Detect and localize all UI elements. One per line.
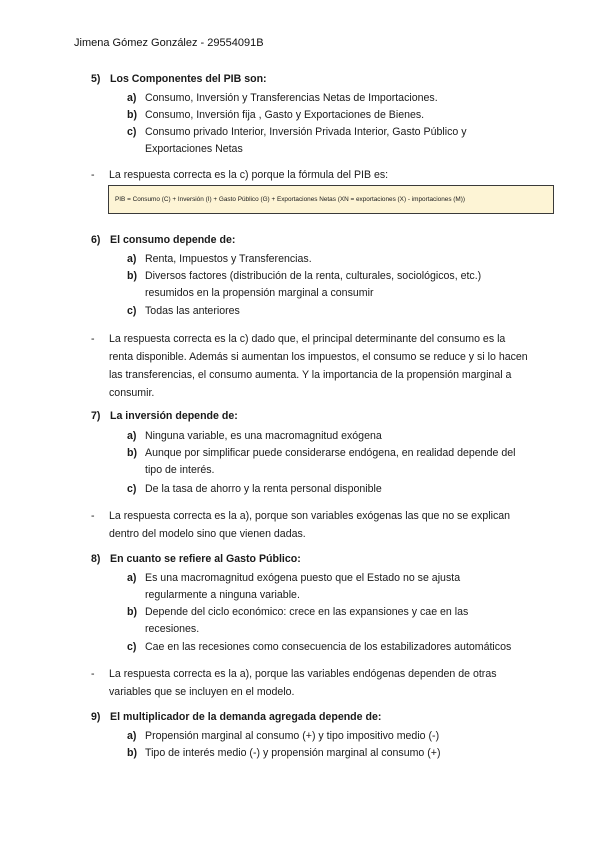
question-number: 7) [91, 410, 101, 422]
option-6a: a) Renta, Impuestos y Transferencias. [127, 253, 312, 265]
option-5c: c) Consumo privado Interior, Inversión Privada Interior, Gasto Público y Exportaciones Netas [127, 126, 467, 155]
question-title: El multiplicador de la demanda agregada depende de: [110, 711, 382, 723]
question-title: En cuanto se refiere al Gasto Público: [110, 553, 301, 565]
option-8b: b) Depende del ciclo económico: crece en las expansiones y cae en las recesiones. [127, 606, 469, 635]
question-number: 9) [91, 711, 101, 723]
option-7c: c) De la tasa de ahorro y la renta personal disponible [127, 483, 382, 495]
question-number: 6) [91, 234, 101, 246]
author-header: Jimena Gómez González - 29554091B [74, 37, 264, 49]
option-8a: a) Es una macromagnitud exógena puesto que el Estado no se ajusta regularmente a ninguna variable. [127, 572, 461, 601]
answer-8: - La respuesta correcta es la a), porque las variables endógenas dependen de otras variables que se incluyen en el modelo. [91, 668, 497, 698]
question-title: La inversión depende de: [110, 410, 238, 422]
option-5a: a) Consumo, Inversión y Transferencias Netas de Importaciones. [127, 92, 438, 104]
option-7b: b) Aunque por simplificar puede considerarse endógena, en realidad depende del tipo de interés. [127, 447, 516, 476]
question-title: Los Componentes del PIB son: [110, 73, 267, 85]
answer-7: - La respuesta correcta es la a), porque son variables exógenas las que no se explican dentro del modelo sino que vienen dadas. [91, 510, 511, 540]
option-6b: b) Diversos factores (distribución de la renta, culturales, sociológicos, etc.) resumidos en la propensión marginal a consumir [127, 270, 482, 299]
option-6c: c) Todas las anteriores [127, 305, 240, 317]
question-9 [91, 711, 381, 723]
question-number: 8) [91, 553, 101, 565]
answer-5: - La respuesta correcta es la c) porque la fórmula del PIB es: [91, 169, 389, 181]
option-9b: b) Tipo de interés medio (-) y propensión marginal al consumo (+) [127, 747, 441, 759]
option-8c: c) Cae en las recesiones como consecuencia de los estabilizadores automáticos [127, 641, 512, 653]
option-9a: a) Propensión marginal al consumo (+) y tipo impositivo medio (-) [127, 730, 440, 742]
option-5b: b) Consumo, Inversión fija , Gasto y Exportaciones de Bienes. [127, 109, 425, 121]
question-5 [91, 73, 267, 85]
question-title: El consumo depende de: [110, 234, 236, 246]
question-8 [91, 553, 301, 565]
option-7a: a) Ninguna variable, es una macromagnitud exógena [127, 430, 382, 442]
question-6 [91, 234, 235, 246]
question-number: 5) [91, 73, 101, 85]
question-7 [91, 410, 238, 422]
pib-formula-box: PIB = Consumo (C) + Inversión (I) + Gasto Público (G) + Exportaciones Netas (XN = exportaciones (X) - importaciones (M)) [108, 185, 554, 214]
answer-6: - La respuesta correcta es la c) dado que, el principal determinante del consumo es la renta disponible. Además si aumentan los impuestos, el consumo se reduce y si lo hacen las transferencias, el consumo aumenta. Y la importancia de la propensión marginal a consumir. [91, 333, 528, 399]
